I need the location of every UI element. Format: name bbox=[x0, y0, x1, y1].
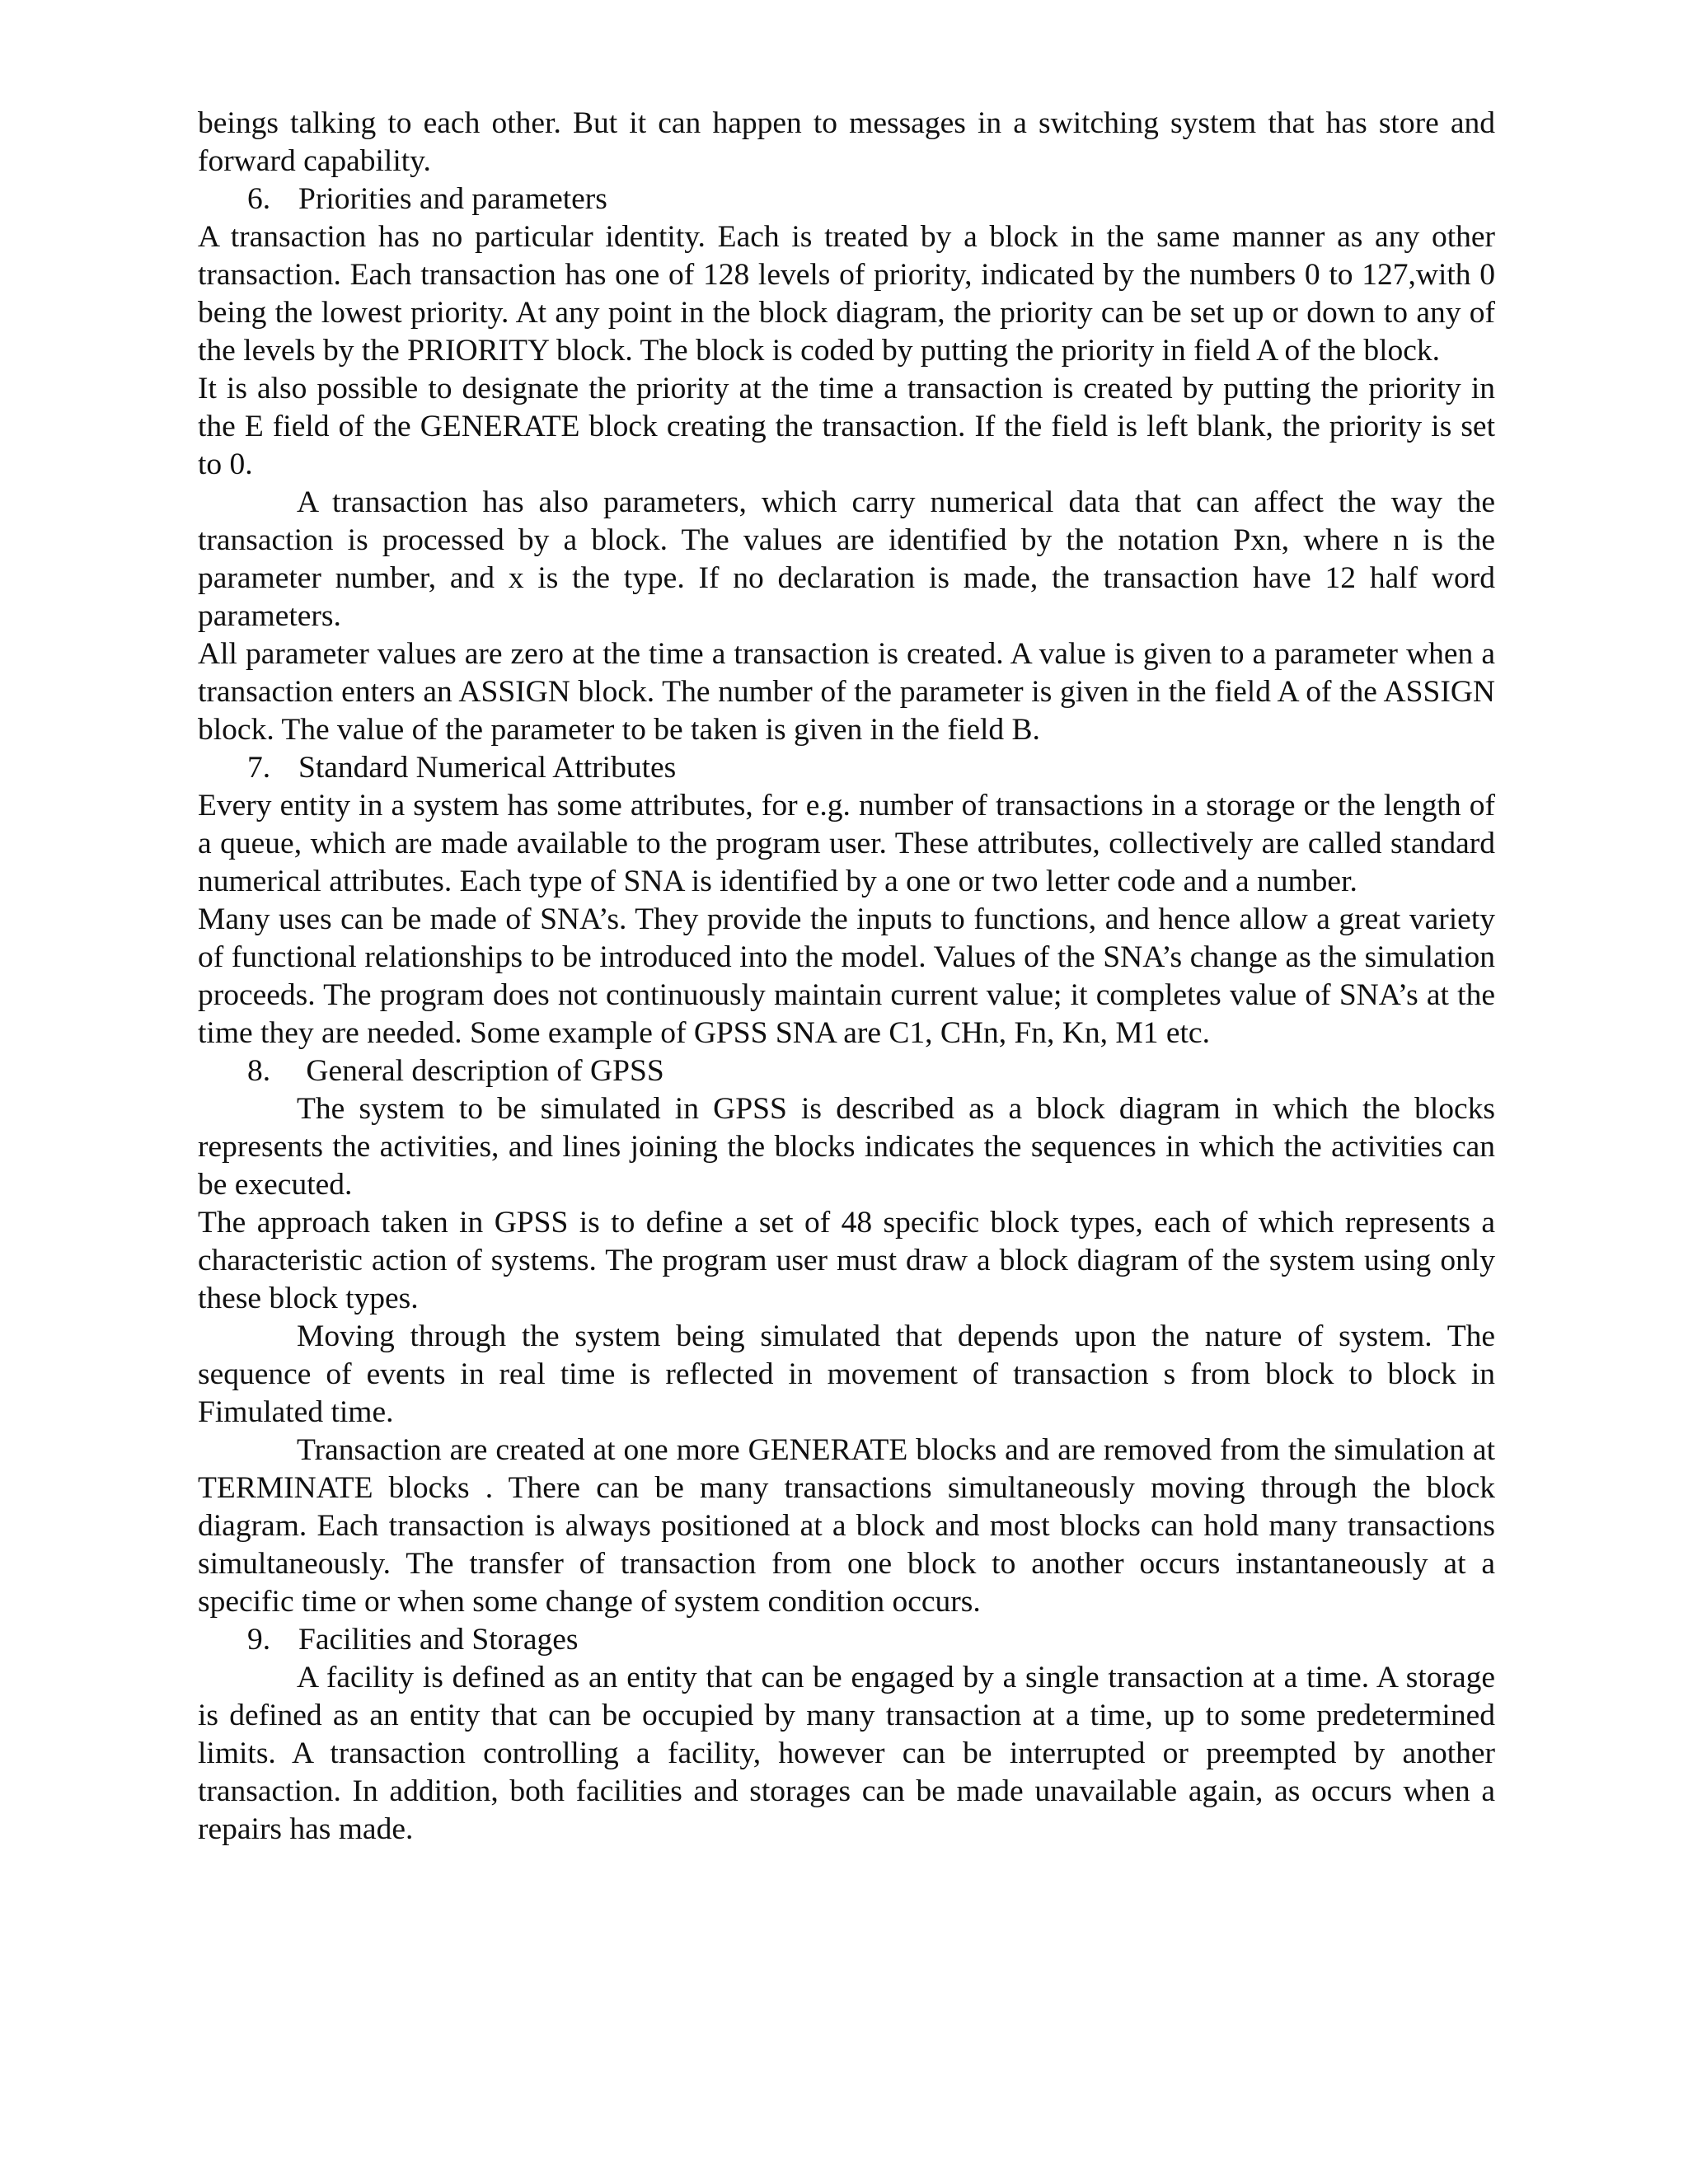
paragraph-priority-levels: A transaction has no particular identity. Each is treated by a block in the same manner as any other transaction. Each transaction has one of 128 levels of priority, indicated by the numbers 0 to 127,with 0 being the lowest priority. At any point in the block diagram, the priority can be set up or down to any of the levels by the PRIORITY block. The block is coded by putting the priority in field A of the block. bbox=[198, 220, 1495, 368]
section-heading-priorities bbox=[198, 180, 1495, 218]
paragraph-gpss-transactions: Transaction are created at one more GENERATE blocks and are removed from the simulation at TERMINATE blocks . There can be many transactions simultaneously moving through the block diagram. Each transaction is always positioned at a block and most blocks can hold many transactions simultaneously. The transfer of transaction from one block to another occurs instantaneously at a specific time or when some change of system condition occurs. bbox=[198, 1433, 1495, 1619]
document-page bbox=[198, 105, 1495, 1849]
section-number: 6. bbox=[247, 182, 271, 216]
paragraph-continuation: beings talking to each other. But it can happen to messages in a switching system that has store and forward capability. bbox=[198, 106, 1495, 178]
section-heading-sna bbox=[198, 749, 1495, 787]
paragraph-facilities-storages: A facility is defined as an entity that can be engaged by a single transaction at a time. A storage is defined as an entity that can be occupied by many transaction at a time, up to some predetermined limits. A transaction controlling a facility, however can be interrupted or preempted by another transaction. In addition, both facilities and storages can be made unavailable again, as occurs when a repairs has made. bbox=[198, 1661, 1495, 1846]
section-title: General description of GPSS bbox=[298, 1054, 664, 1088]
section-number: 9. bbox=[247, 1623, 271, 1657]
section-number: 7. bbox=[247, 751, 271, 785]
paragraph-parameters: A transaction has also parameters, which carry numerical data that can affect the way the transaction is processed by a block. The values are identified by the notation Pxn, where n is the parameter number, and x is the type. If no declaration is made, the transaction have 12 half word parameters. bbox=[198, 485, 1495, 633]
paragraph-sna-definition: Every entity in a system has some attributes, for e.g. number of transactions in a storage or the length of a queue, which are made available to the program user. These attributes, collectively are called standard numerical attributes. Each type of SNA is identified by a one or two letter code and a number. bbox=[198, 789, 1495, 898]
section-heading-facilities bbox=[198, 1621, 1495, 1659]
paragraph-gpss-block-types: The approach taken in GPSS is to define a set of 48 specific block types, each of which represents a characteristic action of systems. The program user must draw a block diagram of the system using only these block types. bbox=[198, 1206, 1495, 1315]
section-title: Standard Numerical Attributes bbox=[298, 751, 677, 785]
section-number: 8. bbox=[247, 1054, 271, 1088]
section-title: Facilities and Storages bbox=[298, 1623, 579, 1657]
section-title: Priorities and parameters bbox=[298, 182, 607, 216]
paragraph-gpss-block-diagram: The system to be simulated in GPSS is described as a block diagram in which the blocks represents the activities, and lines joining the blocks indicates the sequences in which the activities can be executed. bbox=[198, 1092, 1495, 1202]
paragraph-sna-uses: Many uses can be made of SNA’s. They provide the inputs to functions, and hence allow a great variety of functional relationships to be introduced into the model. Values of the SNA’s change as the simulation proceeds. The program does not continuously maintain current value; it completes value of SNA’s at the time they are needed. Some example of GPSS SNA are C1, CHn, Fn, Kn, M1 etc. bbox=[198, 902, 1495, 1050]
paragraph-parameter-values: All parameter values are zero at the time a transaction is created. A value is given to a parameter when a transaction enters an ASSIGN block. The number of the parameter is given in the field A of the ASSIGN block. The value of the parameter to be taken is given in the field B. bbox=[198, 637, 1495, 747]
paragraph-priority-generate: It is also possible to designate the priority at the time a transaction is created by putting the priority in the E field of the GENERATE block creating the transaction. If the field is left blank, the priority is set to 0. bbox=[198, 372, 1495, 481]
paragraph-gpss-movement: Moving through the system being simulated that depends upon the nature of system. The sequence of events in real time is reflected in movement of transaction s from block to block in Fimulated time. bbox=[198, 1319, 1495, 1429]
section-heading-gpss bbox=[198, 1052, 1495, 1090]
